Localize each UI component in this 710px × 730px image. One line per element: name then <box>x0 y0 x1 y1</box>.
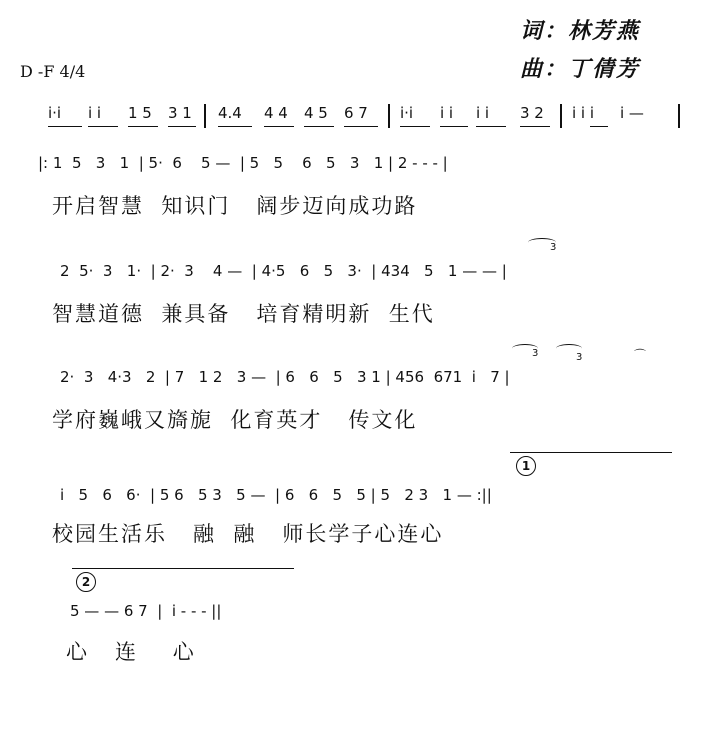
barline <box>560 104 562 128</box>
barline <box>678 104 680 128</box>
tuplet-mark: 3 <box>576 352 583 363</box>
note-group: i·i <box>400 104 414 122</box>
notation-text: 5 — — 6 7 | i - - - || <box>70 602 222 620</box>
barline <box>388 104 390 128</box>
fermata-icon: ⌒ <box>634 348 647 362</box>
note-group: i — <box>620 104 644 122</box>
second-ending-bracket <box>72 568 294 569</box>
barline <box>204 104 206 128</box>
lyric-line-1: 开启智慧 知识门 阔步迈向成功路 <box>52 194 418 218</box>
note-group: i i <box>440 104 454 122</box>
note-group: 3 2 <box>520 104 544 122</box>
key-signature: D -F 4/4 <box>20 62 86 81</box>
lyric-line-4: 校园生活乐 融 融 师长学子心连心 <box>52 522 444 546</box>
lyric-line-3: 学府巍峨又旖旎 化育英才 传文化 <box>52 408 418 432</box>
first-ending-bracket <box>510 452 672 453</box>
note-group: 1 5 <box>128 104 152 122</box>
note-group: i i <box>88 104 102 122</box>
second-ending-number: 2 <box>76 572 96 592</box>
note-group: i i i <box>572 104 595 122</box>
note-group: 4 4 <box>264 104 288 122</box>
lyric-line-5: 心 连 心 <box>66 640 196 664</box>
lyric-line-2: 智慧道德 兼具备 培育精明新 生代 <box>52 302 435 326</box>
note-group: 6 7 <box>344 104 368 122</box>
notation-text: i 5 6 6· | 5 6 5 3 5 — | 6 6 5 5 | 5 2 3 1 — :|| <box>60 486 492 504</box>
tuplet-mark: 3 <box>532 348 539 359</box>
tuplet-mark: 3 <box>550 242 557 253</box>
note-group: i i <box>476 104 490 122</box>
note-group: 4 5 <box>304 104 328 122</box>
composer-credit: 曲：丁倩芳 <box>520 56 641 82</box>
notation-text: 2 5· 3 1· | 2· 3 4 — | 4·5 6 5 3· | 434 5 1 — — | <box>60 262 507 280</box>
notation-text: |: 1 5 3 1 | 5· 6 5 — | 5 5 6 5 3 1 | 2 - - - | <box>38 154 448 172</box>
note-group: 4.4 <box>218 104 242 122</box>
lyricist-credit: 词：林芳燕 <box>520 18 641 44</box>
first-ending-number: 1 <box>516 456 536 476</box>
note-group: 3 1 <box>168 104 192 122</box>
note-group: i·i <box>48 104 62 122</box>
notation-text: 2· 3 4·3 2 | 7 1 2 3 — | 6 6 5 3 1 | 456 671 i 7 | <box>60 368 510 386</box>
